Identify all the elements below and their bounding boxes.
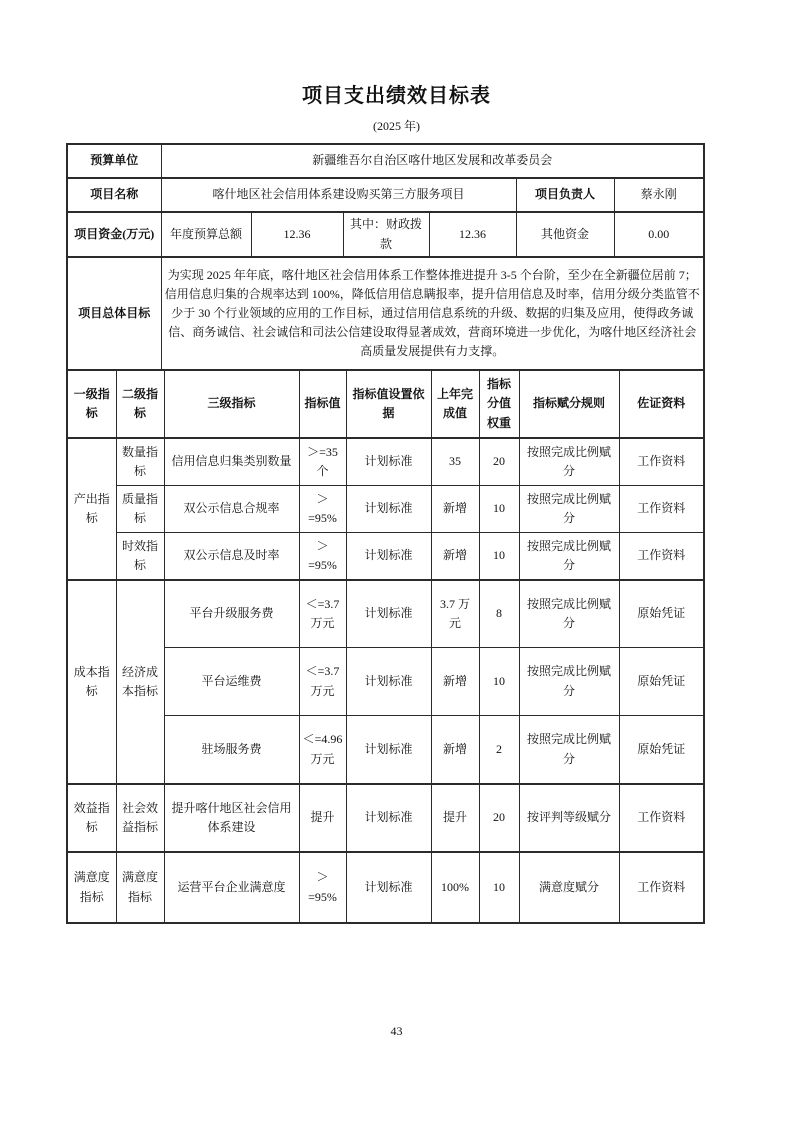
cell-value: ＜=3.7 万元 [299,580,346,648]
project-name-value: 喀什地区社会信用体系建设购买第三方服务项目 [161,178,516,212]
cell-rule: 按照完成比例赋分 [519,716,619,785]
cell-basis: 计划标准 [346,852,431,923]
cell-level3: 提升喀什地区社会信用体系建设 [164,784,299,852]
cell-rule: 按照完成比例赋分 [519,533,619,581]
cell-level2: 时效指标 [116,533,164,581]
overall-goal-row [67,257,704,370]
budget-unit-label: 预算单位 [67,144,161,178]
annual-budget-label: 年度预算总额 [161,212,251,257]
cell-basis: 计划标准 [346,784,431,852]
cell-basis: 计划标准 [346,648,431,716]
header-level3: 三级指标 [164,370,299,438]
project-name-row [67,178,704,212]
cell-level3: 驻场服务费 [164,716,299,785]
cell-value: ＞=95% [299,852,346,923]
cell-level3: 双公示信息合规率 [164,486,299,533]
cell-level2: 社会效益指标 [116,784,164,852]
cell-level2: 数量指标 [116,438,164,486]
budget-unit-value: 新疆维吾尔自治区喀什地区发展和改革委员会 [161,144,704,178]
leader-value: 蔡永刚 [614,178,704,212]
cell-value: 提升 [299,784,346,852]
cell-level3: 平台升级服务费 [164,580,299,648]
cell-prev: 新增 [431,716,479,785]
document-subtitle: (2025 年) [373,119,420,133]
other-funds-label: 其他资金 [516,212,614,257]
cell-prev: 提升 [431,784,479,852]
cell-value: ＞=95% [299,486,346,533]
cell-level3: 运营平台企业满意度 [164,852,299,923]
cell-level1: 成本指标 [67,580,116,784]
fiscal-allocation-label: 其中：财政拨款 [343,212,429,257]
cell-prev: 新增 [431,533,479,581]
cell-evidence: 工作资料 [619,533,704,581]
cell-basis: 计划标准 [346,486,431,533]
header-level1: 一级指标 [67,370,116,438]
cell-rule: 按照完成比例赋分 [519,438,619,486]
header-scoring-rule: 指标赋分规则 [519,370,619,438]
cell-evidence: 工作资料 [619,486,704,533]
header-value: 指标值 [299,370,346,438]
cell-level2: 满意度指标 [116,852,164,923]
cell-weight: 10 [479,533,519,581]
cell-prev: 100% [431,852,479,923]
page-number: 43 [390,1024,403,1038]
table-row [67,438,704,486]
cell-evidence: 工作资料 [619,852,704,923]
cell-rule: 按评判等级赋分 [519,784,619,852]
cell-weight: 2 [479,716,519,785]
cell-value: ＜=4.96 万元 [299,716,346,785]
cell-evidence: 工作资料 [619,784,704,852]
table-row [67,486,704,533]
cell-value: ＞=35 个 [299,438,346,486]
cell-level3: 双公示信息及时率 [164,533,299,581]
leader-label: 项目负责人 [516,178,614,212]
header-prev-year: 上年完成值 [431,370,479,438]
cell-evidence: 原始凭证 [619,580,704,648]
cell-rule: 按照完成比例赋分 [519,648,619,716]
cell-evidence: 工作资料 [619,438,704,486]
cell-prev: 新增 [431,486,479,533]
header-level2: 二级指标 [116,370,164,438]
overall-goal-label: 项目总体目标 [67,257,161,370]
other-funds-value: 0.00 [614,212,704,257]
project-funds-row [67,212,704,257]
cell-basis: 计划标准 [346,580,431,648]
document-title: 项目支出绩效目标表 [302,85,491,107]
cell-level3: 信用信息归集类别数量 [164,438,299,486]
header-evidence: 佐证资料 [619,370,704,438]
annual-budget-value: 12.36 [251,212,343,257]
cell-weight: 10 [479,648,519,716]
cell-rule: 按照完成比例赋分 [519,486,619,533]
cell-value: ＜=3.7 万元 [299,648,346,716]
cell-rule: 按照完成比例赋分 [519,580,619,648]
table-row [67,580,704,648]
cell-weight: 10 [479,486,519,533]
cell-weight: 10 [479,852,519,923]
table-row [67,533,704,581]
cell-level1: 产出指标 [67,438,116,580]
header-weight: 指标分值权重 [479,370,519,438]
fiscal-allocation-value: 12.36 [429,212,516,257]
project-name-label: 项目名称 [67,178,161,212]
cell-level1: 满意度指标 [67,852,116,923]
cell-basis: 计划标准 [346,716,431,785]
cell-basis: 计划标准 [346,438,431,486]
funds-label: 项目资金(万元) [67,212,161,257]
table-row [67,784,704,852]
header-basis: 指标值设置依据 [346,370,431,438]
cell-prev: 新增 [431,648,479,716]
cell-level1: 效益指标 [67,784,116,852]
budget-unit-row [67,144,704,178]
cell-level3: 平台运维费 [164,648,299,716]
cell-prev: 35 [431,438,479,486]
cell-weight: 20 [479,438,519,486]
cell-level2: 经济成本指标 [116,580,164,784]
indicators-header-row [67,370,704,438]
table-row [67,852,704,923]
project-info-table [66,143,705,371]
cell-evidence: 原始凭证 [619,648,704,716]
cell-value: ＞=95% [299,533,346,581]
cell-weight: 20 [479,784,519,852]
cell-weight: 8 [479,580,519,648]
cell-evidence: 原始凭证 [619,716,704,785]
overall-goal-text: 为实现 2025 年年底，喀什地区社会信用体系工作整体推进提升 3-5 个台阶，至少在全新疆位居前 7；信用信息归集的合规率达到 100%，降低信用信息瞒报率，提升信用信息及时率，信用分级分类监管不少于 30 个行业领域的应用的工作目标，通过信用信息系统的升级、数据的归集及应用，使得政务诚信、商务诚信、社会诚信和司法公信建设取得显著成效，营商环境进一步优化，为喀什地区经济社会高质量发展提供有力支撑。 [161,257,704,370]
cell-rule: 满意度赋分 [519,852,619,923]
cell-prev: 3.7 万元 [431,580,479,648]
cell-level2: 质量指标 [116,486,164,533]
indicators-table [66,369,705,924]
cell-basis: 计划标准 [346,533,431,581]
